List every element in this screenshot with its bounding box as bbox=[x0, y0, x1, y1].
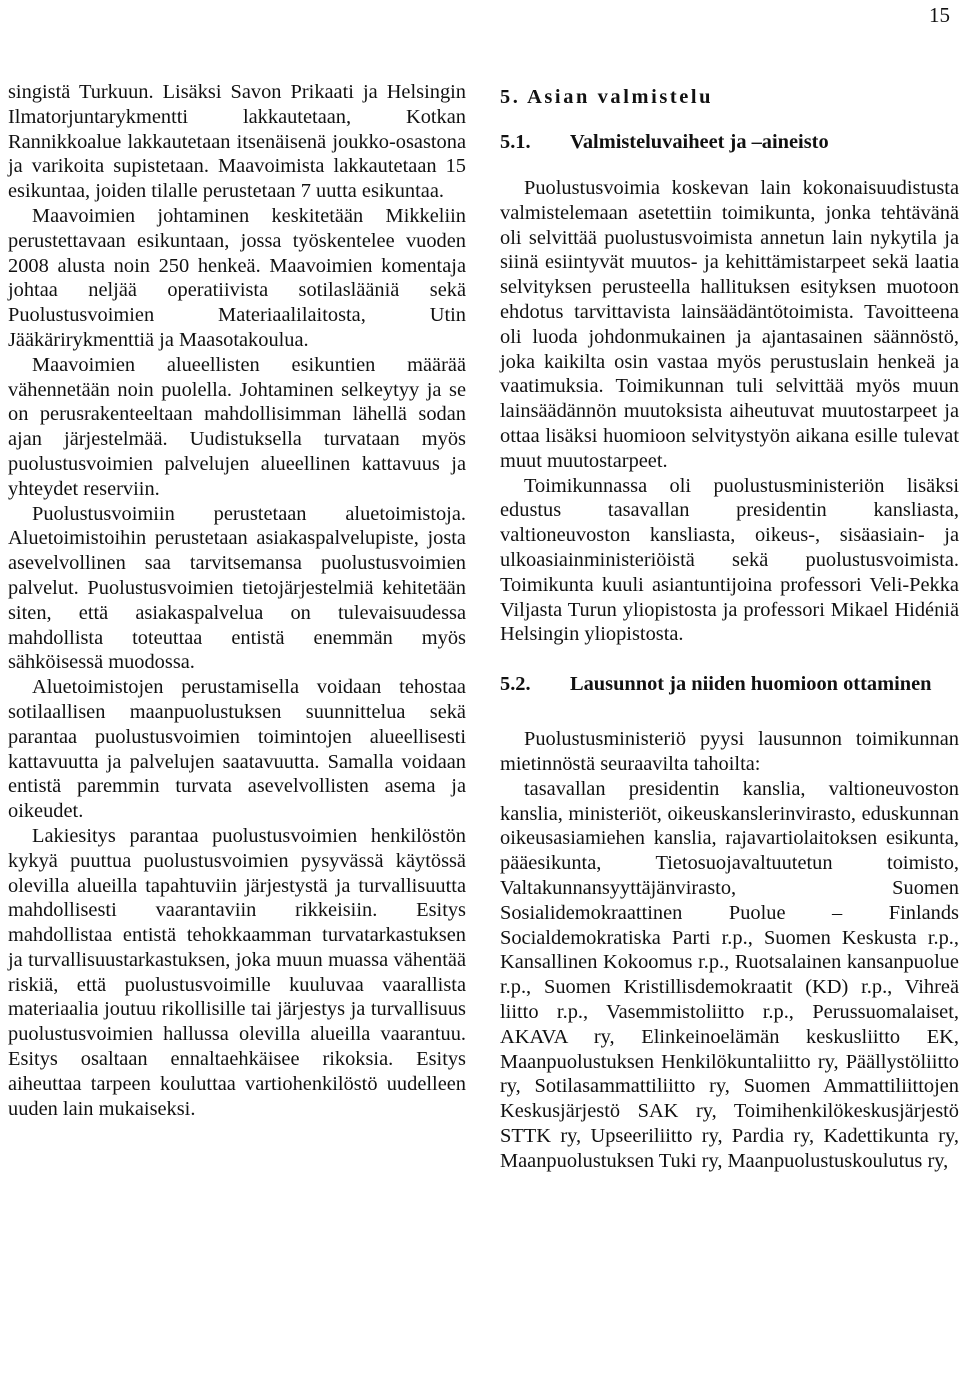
right-paragraph-2: Toimikunnassa oli puolustusministeriön lisäksi edustus tasavallan presidentin kansliasta, valtioneuvoston kansliasta, oikeus-, sisäasiain- ja ulkoasiainministeriöistä sekä puolustusvoimista. Toimikunta kuuli asiantuntijoina professori Veli-Pekka Viljasta Turun yliopistosta ja professori Mikael Hidéniä Helsingin yliopistosta. bbox=[500, 474, 959, 646]
left-paragraph-2: Maavoimien johtaminen keskitetään Mikkeliin perustettavaan esikuntaan, jossa työskentelee vuoden 2008 alusta noin 250 henkeä. Maavoimien komentaja johtaa neljää operatiivista sotilaslääniä sekä Puolustusvoimien Materiaalilaitosta, Utin Jääkärirykmenttiä ja Maasotakoulua. bbox=[8, 204, 466, 351]
right-paragraph-1: Puolustusvoimia koskevan lain kokonaisuudistusta valmistelemaan asetettiin toimikunta, jonka tehtävänä oli selvittää puolustusvoimista annetun lain nykytila ja siinä esiintyvät muutos- ja kehittämistarpeet sekä laatia selvityksen perusteella hallituksen esityksen muotoon ehdotus tarvittavista lainsäädäntötoimista. Tavoitteena oli luoda johdonmukainen ja ajantasainen säännöstö, joka kaikilta osin vastaa myös perustuslain henkeä ja vaatimuksia. Toimikunnan tuli selvittää myös muun lainsäädännön muutoksista aiheutuvat muutostarpeet ja ottaa lisäksi huomioon selvitystyön aikana esille tulevat muut muutostarpeet. bbox=[500, 177, 959, 472]
left-paragraph-1: singistä Turkuun. Lisäksi Savon Prikaati ja Helsingin Ilmatorjuntarykmentti lakkautetaan, Kotkan Rannikkoalue lakkautetaan itsenäisenä joukko-osastona ja varikoita supistetaan. Maavoimista lakkautetaan 15 esikuntaa, joiden tilalle perustetaan 7 uutta esikuntaa. bbox=[8, 81, 466, 203]
left-paragraph-5: Aluetoimistojen perustamisella voidaan tehostaa sotilaallisen maanpuolustuksen suunnittelua sekä parantaa puolustusvoimien toimintojen alueellisesti kattavuutta ja palvelujen saatavuutta. Samalla voidaan entistä paremmin turvata asevelvollisten asema ja oikeudet. bbox=[8, 676, 466, 823]
section-heading: 5. Asian valmistelu bbox=[500, 86, 714, 108]
consultation-list: tasavallan presidentin kanslia, valtioneuvoston kanslia, ministeriöt, oikeuskanslerinvirasto, eduskunnan oikeusasiamiehen kanslia, rajavartiolaitoksen esikunta, pääesikunta, Tietosuojavaltuutetun toimisto, Valtakunnansyyttäjänvirasto, Suomen Sosialidemokraattinen Puolue – Finlands Socialdemokratiska Parti r.p., Suomen Keskusta r.p., Kansallinen Kokoomus r.p., Ruotsalainen kansanpuolue r.p., Suomen Kristillisdemokraatit (KD) r.p., Vihreä liitto r.p., Vasemmistoliitto r.p., Perussuomalaiset, AKAVA ry, Elinkeinoelämän keskusliitto EK, Maanpuolustuksen Henkilökuntaliitto ry, Päällystöliitto ry, Sotilasammattiliitto ry, Suomen Ammattiliittojen Keskusjärjestö SAK ry, Toimihenkilökeskusjärjestö STTK ry, Upseeriliitto ry, Pardia ry, Kadettikunta ry, Maanpuolustuksen Tuki ry, Maanpuolustuskoulutus ry, bbox=[500, 777, 959, 1172]
left-paragraph-6: Lakiesitys parantaa puolustusvoimien henkilöstön kykyä puuttua puolustusvoimien pysyvässä käytössä olevilla alueilla tapahtuviin järjestystä ja turvallisuutta mahdollisesti vaarantaviin rikkeisiin. Esitys mahdollistaa entistä tehokkaamman turvatarkastuksen ja turvallisuustarkastuksen, joka muun muassa vähentää riskiä, että puolustusvoimille kuuluvaa vaarallista materiaalia joutuu rikollisille tai järjestys ja turvallisuus puolustusvoimien hallussa olevilla alueilla vaarantuu. Esitys osaltaan ennaltaehkäisee rikoksia. Esitys aiheuttaa tarpeen kouluttaa vartiohenkilöstö uudelleen uuden lain mukaiseksi. bbox=[8, 824, 466, 1120]
subsection-heading-5-2 bbox=[500, 671, 959, 697]
subsection-number: 5.2. bbox=[500, 673, 531, 696]
subsection-number: 5.1. bbox=[500, 131, 531, 153]
subsection-title: Lausunnot ja niiden huomioon ottaminen bbox=[570, 673, 932, 696]
left-paragraph-4: Puolustusvoimiin perustetaan aluetoimistoja. Aluetoimistoihin perustetaan asiakaspalvelupiste, josta asevelvollinen saa tarvitsemansa puolustusvoimien palvelut. Puolustusvoimien tietojärjestelmiä kehitetään siten, että asiakaspalvelua on tulevaisuudessa mahdollista toteuttaa entistä enemmän myös sähköisessä muodossa. bbox=[8, 502, 466, 674]
subsection-heading-5-1 bbox=[500, 129, 959, 155]
subsection-title: Valmisteluvaiheet ja –aineisto bbox=[570, 131, 829, 153]
left-paragraph-3: Maavoimien alueellisten esikuntien määrää vähennetään noin puolella. Johtaminen selkeytyy ja se on perusrakenteeltaan mahdollisimman lähellä sodan ajan järjestelmää. Uudistuksella turvataan myös puolustusvoimien palvelujen alueellinen kattavuus ja yhteydet reserviin. bbox=[8, 353, 466, 500]
right-column bbox=[500, 80, 959, 1173]
left-column bbox=[8, 80, 466, 1121]
page-number: 15 bbox=[929, 3, 950, 27]
right-paragraph-3: Puolustusministeriö pyysi lausunnon toimikunnan mietinnöstä seuraavilta tahoilta: bbox=[500, 728, 959, 775]
